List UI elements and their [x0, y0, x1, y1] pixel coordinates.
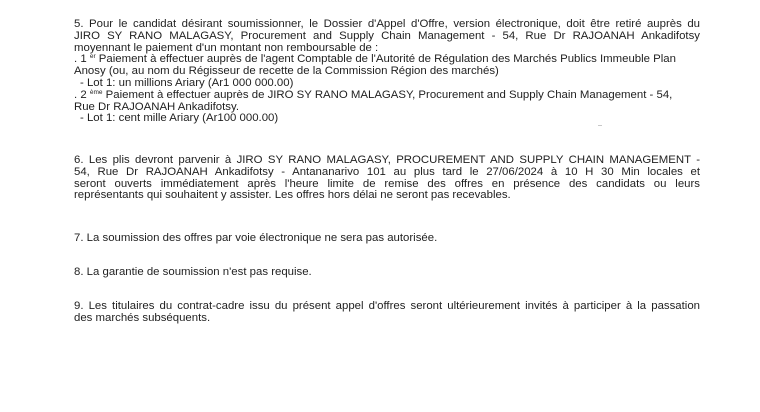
payment-2-continuation: Rue Dr RAJOANAH Ankadifotsy. [74, 100, 240, 113]
paragraph-6-line-3: seront ouverts immédiatement après l'heure limite de remise des offres en présence des candidats ou leurs [74, 177, 700, 190]
scan-speck [598, 125, 602, 126]
payment-2 [74, 90, 700, 102]
payment-1-lot: - Lot 1: un millions Ariary (Ar1 000 000.00) [80, 76, 294, 89]
payment-2-number: . 2 [74, 88, 87, 101]
paragraph-8 [74, 267, 700, 279]
paragraph-5-line-3: moyennant le paiement d'un montant non remboursable de : [74, 41, 379, 54]
paragraph-9-line-2: des marchés subséquents. [74, 311, 211, 324]
payment-1-superscript: er [89, 53, 96, 61]
paragraph-6-line-1: 6. Les plis devront parvenir à JIRO SY RANO MALAGASY, PROCUREMENT AND SUPPLY CHAIN MANAGEMENT - [74, 154, 700, 166]
paragraph-7 [74, 233, 700, 245]
paragraph-5-line-1: 5. Pour le candidat désirant soumissionner, le Dossier d'Appel d'Offre, version électronique, doit être retiré auprès du [74, 18, 700, 30]
payment-1-continuation: Anosy (ou, au nom du Régisseur de recette de la Commission Région des marchés) [74, 65, 499, 78]
paragraph-7-line-1: 7. La soumission des offres par voie électronique ne sera pas autorisée. [74, 232, 438, 244]
paragraph-6-line-4: représentants qui souhaitent y assister. Les offres hors délai ne seront pas recevables. [74, 189, 511, 202]
paragraph-6-line-2: 54, Rue Dr RAJOANAH Ankadifotsy - Antananarivo 101 au plus tard le 27/06/2024 à 10 H 30 Min locales et [74, 165, 700, 178]
paragraph-5-line-2: JIRO SY RANO MALAGASY, Procurement and Supply Chain Management - 54, Rue Dr RAJOANAH Ankadifotsy [74, 29, 700, 42]
payment-1-text: Paiement à effectuer auprès de l'agent Comptable de l'Autorité de Régulation des Marchés Publics Immeuble Plan [98, 53, 676, 66]
paragraph-6 [74, 155, 700, 202]
payment-2-text: Paiement à effectuer auprès de JIRO SY RANO MALAGASY, Procurement and Supply Chain Management - 54, [105, 88, 673, 101]
paragraph-9 [74, 301, 700, 325]
paragraph-8-line-1: 8. La garantie de soumission n'est pas requise. [74, 266, 312, 278]
payment-2-superscript: ème [89, 88, 103, 96]
paragraph-5 [74, 19, 700, 125]
payment-2-lot: - Lot 1: cent mille Ariary (Ar100 000.00) [80, 112, 279, 125]
payment-1-number: . 1 [74, 53, 87, 66]
paragraph-9-line-1: 9. Les titulaires du contrat-cadre issu du présent appel d'offres seront ultérieurement invités à participer à la passation [74, 300, 700, 312]
